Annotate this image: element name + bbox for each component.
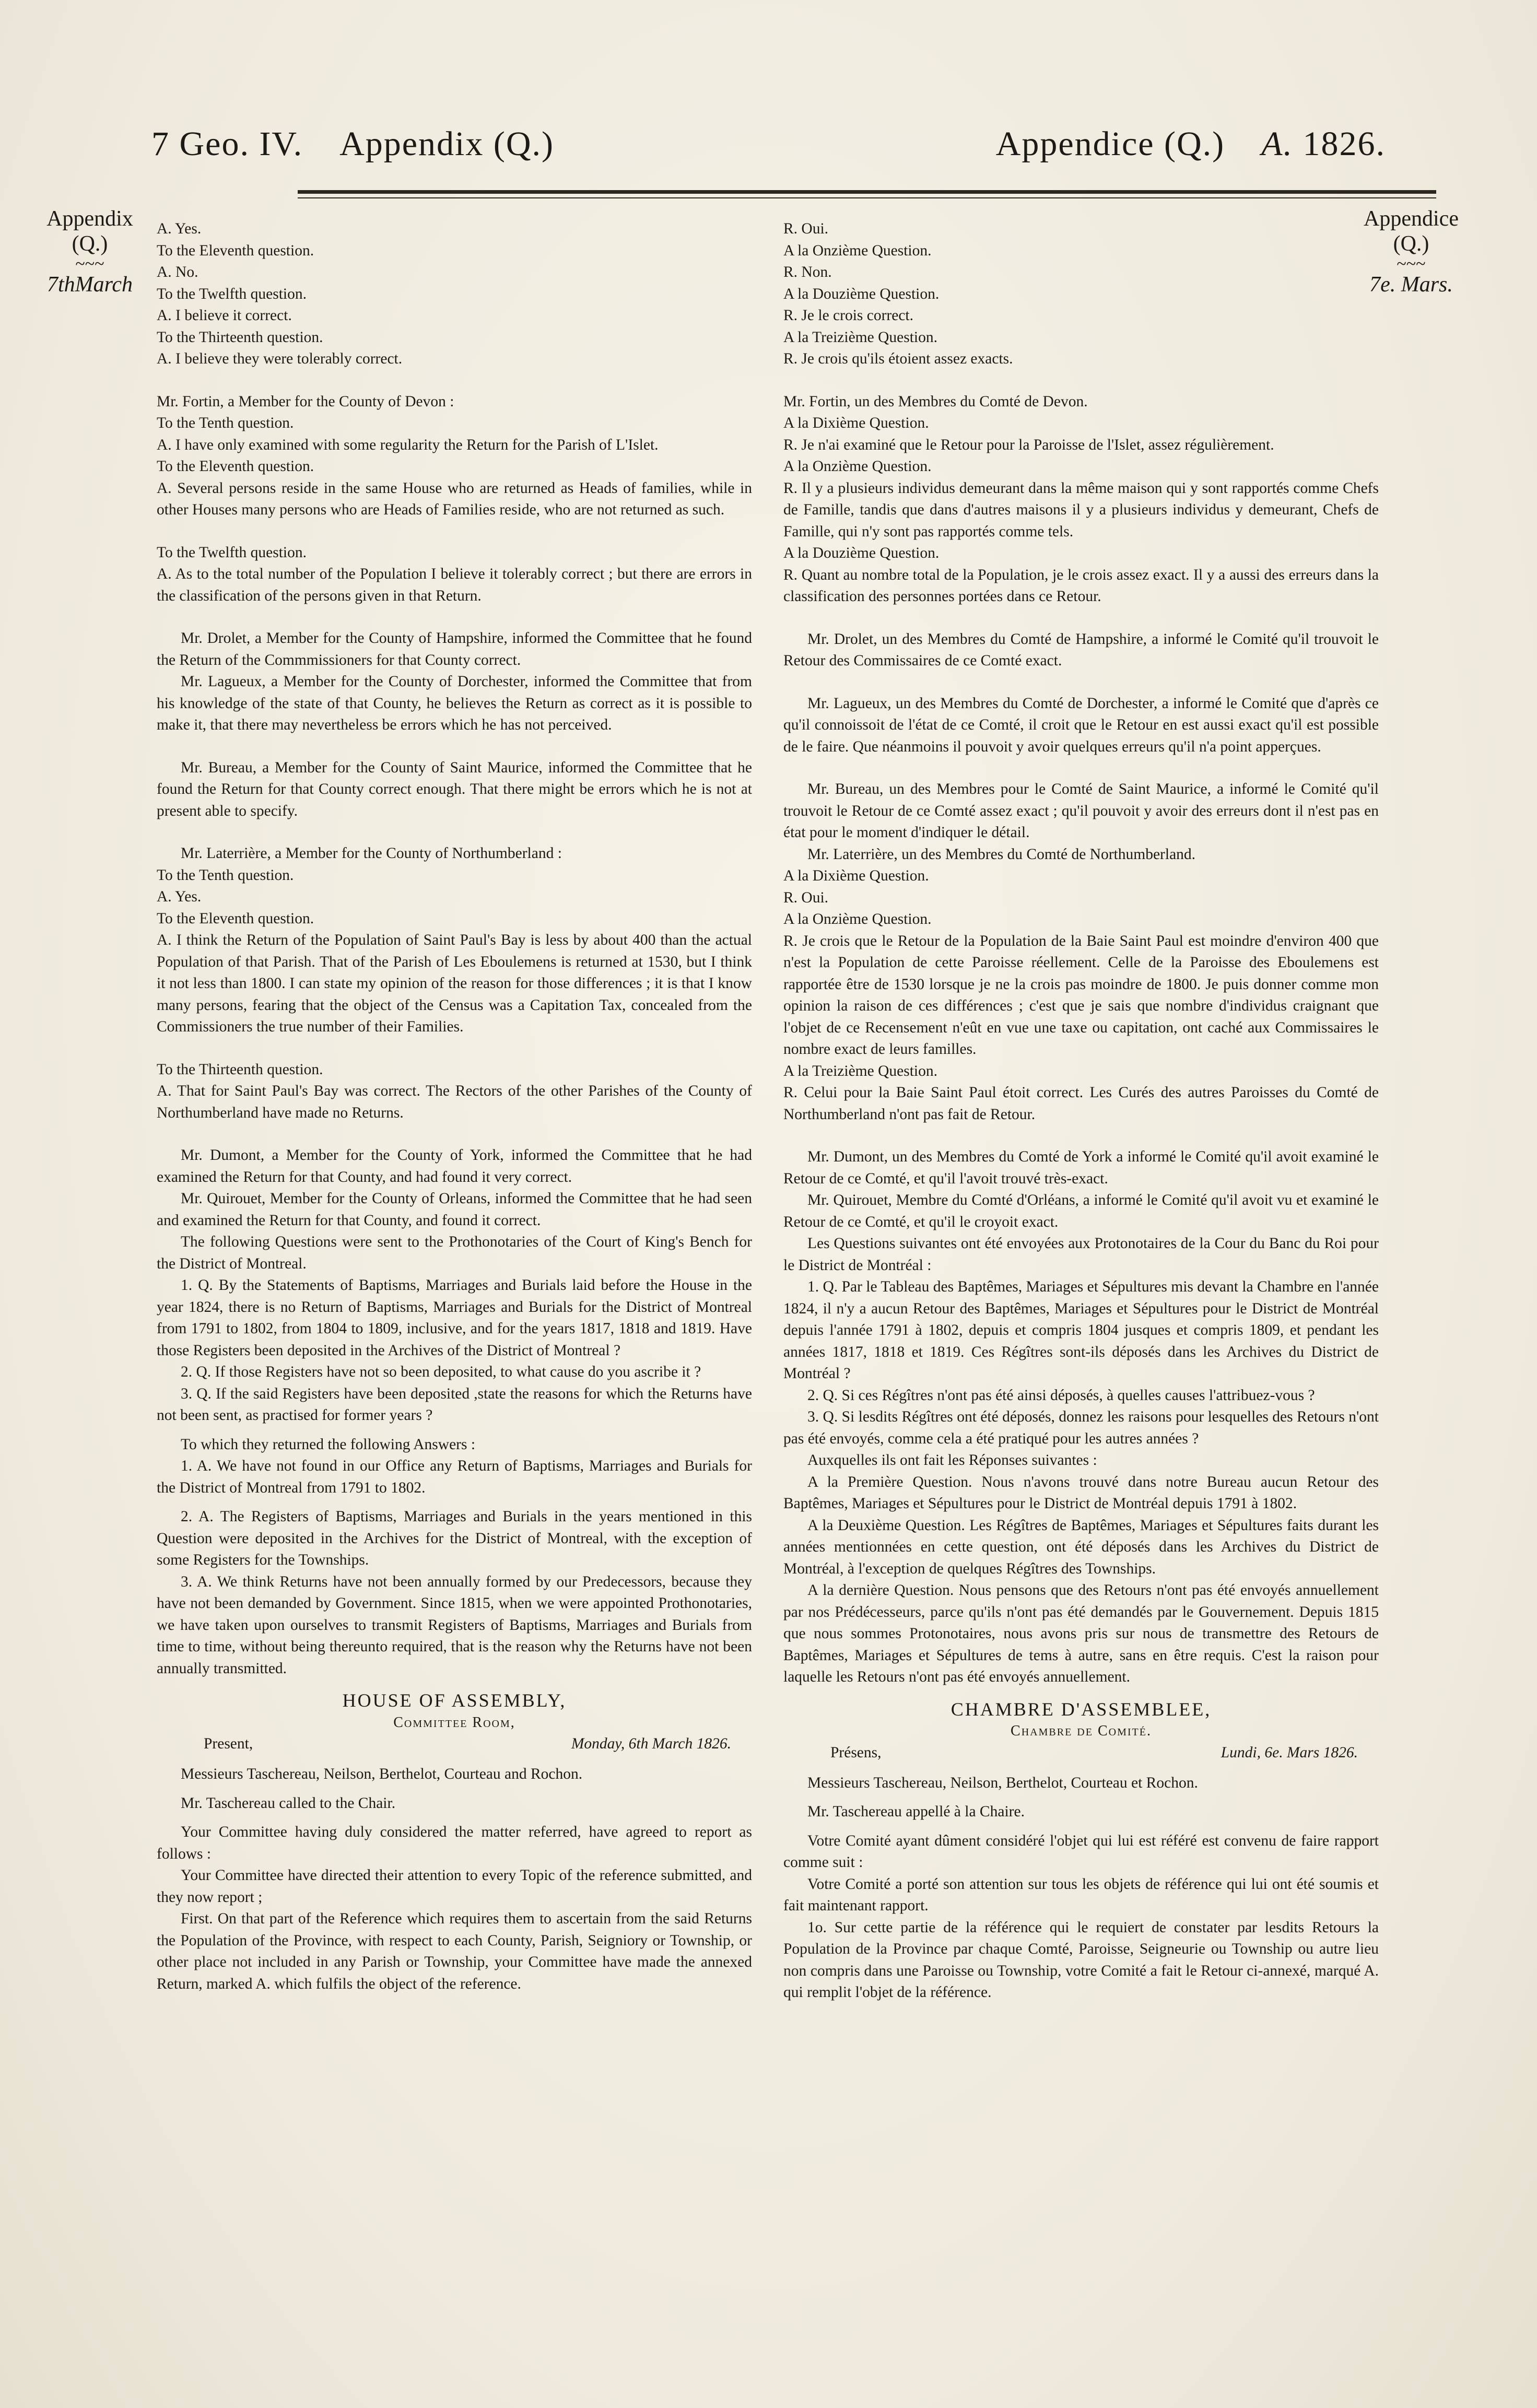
prothonotary-answer: 2. A. The Registers of Baptisms, Marriages and Burials in the years mentioned in this Question were deposited in the Archives for the District of Montreal, with the exception of some Registers for the Townships.: [157, 1508, 752, 1568]
question-heading: To the Eleventh question.: [157, 242, 314, 259]
paragraph: First. On that part of the Reference which requires them to ascertain from the said Returns the Population of the Province, with respect to each County, Parish, Seigniory or Township, or other place not included in any Parish or Township, your Committee have made the annexed Return, marked A. which fulfils the object of the reference.: [157, 1910, 752, 1992]
prothonotary-question: 3. Q. If the said Registers have been deposited ,state the reasons for which the Returns have not been sent, as practised for former years ?: [157, 1385, 752, 1424]
running-head: [151, 124, 1386, 171]
answer: A. No.: [157, 264, 198, 280]
answer: A. Yes.: [157, 220, 202, 237]
question-heading: To the Tenth question.: [157, 415, 294, 431]
appendix-title-en: Appendix (Q.): [339, 125, 555, 163]
paragraph: Your Committee having duly considered the matter referred, have agreed to report as follows :: [157, 1824, 752, 1862]
paragraph: Votre Comité ayant dûment considéré l'objet qui lui est référé est convenu de faire rapport comme suit :: [783, 1832, 1379, 1871]
margin-appendice-label: Appendice: [1364, 207, 1459, 231]
answer: A. I believe they were tolerably correct.: [157, 350, 403, 367]
appendix-title-fr: Appendice (Q.): [995, 125, 1225, 163]
paragraph: To which they returned the following Answers :: [181, 1436, 476, 1453]
margin-swash: ~~~: [75, 254, 104, 274]
prothonotary-answer: 3. A. We think Returns have not been annually formed by our Predecessors, because they have not been demanded by Government. Since 1815, when we were appointed Prothonotaries, we have taken upon ourselves to transmit Registers of Baptisms, Marriages and Burials from time to time, without being thereunto required, that is the reason why the Returns have not been annually transmitted.: [157, 1573, 752, 1677]
answer: A. Several persons reside in the same House who are returned as Heads of families, while in other Houses many persons who are Heads of Families reside, who are not returned as such.: [157, 479, 752, 518]
question-heading: To the Tenth question.: [157, 866, 294, 884]
member-statement: Mr. Drolet, a Member for the County of Hampshire, informed the Committee that he found the Return of the Commmissioners for that County correct.: [157, 630, 752, 668]
present-label: Présens,: [830, 1744, 882, 1761]
answer: R. Je le crois correct.: [783, 307, 914, 324]
margin-swash: ~~~: [1397, 254, 1426, 274]
question-heading: A la Douzième Question.: [783, 285, 940, 302]
meeting-date: Lundi, 6e. Mars 1826.: [1221, 1744, 1358, 1761]
french-column: [783, 218, 1379, 2004]
answer: A. That for Saint Paul's Bay was correct. The Rectors of the other Parishes of the County of Northumberland have made no Returns.: [157, 1083, 752, 1121]
answer: R. Non.: [783, 264, 832, 280]
regnal-year: 7 Geo. IV.: [151, 125, 303, 163]
running-head-left: [151, 124, 554, 164]
meeting-date: Monday, 6th March 1826.: [571, 1735, 731, 1752]
members-present: Messieurs Taschereau, Neilson, Berthelot, Courteau et Rochon.: [807, 1774, 1198, 1791]
answer: R. Oui.: [783, 220, 829, 237]
margin-appendix-letter: (Q.): [72, 232, 108, 256]
question-heading: A la Onzième Question.: [783, 458, 932, 475]
appendix-letter: A.: [1261, 125, 1293, 163]
answer: A. I believe it correct.: [157, 307, 292, 324]
answer: R. Je crois que le Retour de la Population de la Baie Saint Paul est moindre d'environ 400 que n'est la Population de cette Paroisse réellement. Celle de la Paroisse des Eboulemens est rapportée être de 1530 lorsque je ne la crois pas moindre de 1800. Je puis donner comme mon opinion la raison de ces différences ; c'est que je sais que nombre d'individus craignant que l'objet de ce Recensement n'eût en vue une taxe ou capitation, ont caché aux Commissaires le nombre exact de leurs familles.: [783, 932, 1379, 1058]
member-statement: Mr. Dumont, un des Membres du Comté de York a informé le Comité qu'il avoit examiné le Retour de ce Comté, et qu'il l'avoit trouvé très-exact.: [783, 1148, 1379, 1187]
question-heading: A la Onzième Question.: [783, 911, 932, 927]
answer: A. I have only examined with some regularity the Return for the Parish of L'Islet.: [157, 436, 659, 453]
prothonotary-answer: A la Deuxième Question. Les Régîtres de Baptêmes, Mariages et Sépultures faits durant les années mentionnées en cette question, ont été déposés dans les Archives du District de Montréal, à l'exception de quelques Régîtres des Townships.: [783, 1517, 1379, 1577]
committee-room-label: Committee Room,: [393, 1714, 515, 1731]
answer: R. Oui.: [783, 889, 829, 906]
question-heading: To the Eleventh question.: [157, 458, 314, 475]
margin-appendix-label: Appendix: [46, 207, 133, 231]
prothonotary-question: 2. Q. Si ces Régîtres n'ont pas été ainsi déposés, à quelles causes l'attribuez-vous ?: [807, 1387, 1315, 1404]
member-statement: Mr. Bureau, a Member for the County of Saint Maurice, informed the Committee that he found the Return for that County correct enough. That there might be errors which he is not at present able to specify.: [157, 759, 752, 819]
present-label: Present,: [204, 1735, 253, 1752]
running-head-right: [996, 124, 1386, 164]
member-statement: Mr. Quirouet, Membre du Comté d'Orléans, a informé le Comité qu'il avoit vu et examiné le Retour de ce Comté, et qu'il le croyoit exact.: [783, 1192, 1379, 1230]
member-statement: Mr. Lagueux, a Member for the County of Dorchester, informed the Committee that from his knowledge of the state of that County, he believes the Return as correct as it is possible to make it, that there may nevertheless be errors which he has not perceived.: [157, 673, 752, 733]
member-statement: Mr. Drolet, un des Membres du Comté de Hampshire, a informé le Comité qu'il trouvoit le Retour des Commissaires de ce Comté exact.: [783, 630, 1379, 669]
member-statement: Mr. Dumont, a Member for the County of York, informed the Committee that he had examined the Return for that County, and had found it very correct.: [157, 1147, 752, 1185]
member-statement: Mr. Fortin, un des Membres du Comté de Devon.: [783, 393, 1088, 410]
paragraph: The following Questions were sent to the Prothonotaries of the Court of King's Bench for the District of Montreal.: [157, 1234, 752, 1272]
paragraph: Votre Comité a porté son attention sur tous les objets de référence qui lui ont été soumis et fait maintenant rapport.: [783, 1875, 1379, 1914]
answer: A. I think the Return of the Population of Saint Paul's Bay is less by about 400 than the actual Population of that Parish. That of the Parish of Les Eboulemens is returned at 1530, but I think it not less than 1800. I can state my opinion of the reason for those differences ; it is that I know many persons, fearing that the object of the Census was a Capitation Tax, concealed from the Commissioners the true number of their Families.: [157, 932, 752, 1035]
chambre-comite-label: Chambre de Comité.: [1011, 1723, 1152, 1739]
prothonotary-question: 1. Q. Par le Tableau des Baptêmes, Mariages et Sépultures mis devant la Chambre en l'année 1824, il n'y a aucun Retour des Baptêmes, Mariages et Sépultures pour le District de Montréal depuis l'année 1791 à 1802, depuis et compris 1804 jusques et compris 1809, et pendant les années 1817, 1818 et 1819. Ces Régîtres sont-ils déposés dans les Archives du District de Montréal ?: [783, 1278, 1379, 1382]
question-heading: A la Dixième Question.: [783, 867, 929, 884]
answer: R. Je crois qu'ils étoient assez exacts.: [783, 350, 1013, 367]
member-statement: Mr. Laterrière, un des Membres du Comté de Northumberland.: [807, 845, 1196, 863]
question-heading: A la Onzième Question.: [783, 242, 932, 259]
answer: R. Il y a plusieurs individus demeurant dans la même maison qui y sont rapportés comme Chefs de Famille, tandis que dans d'autres maisons il y a plusieurs individus y demeurant, Chefs de Famille, qui n'y sont pas rapportés comme tels.: [783, 479, 1379, 540]
member-statement: Mr. Quirouet, Member for the County of Orleans, informed the Committee that he had seen and examined the Return for that County, and found it correct.: [157, 1190, 752, 1229]
prothonotary-answer: A la dernière Question. Nous pensons que des Retours n'ont pas été envoyés annuellement par nos Prédécesseurs, parce qu'ils n'ont pas été demandés par le Gouvernement. Depuis 1815 que nous sommes Protonotaires, nous avons pris sur nous de transmettre des Retours de Baptêmes, Mariages et Sépultures de tems à autre, sans en être requis. C'est la raison pour laquelle les Retours n'ont pas été envoyés annuellement.: [783, 1582, 1379, 1685]
member-statement: Mr. Bureau, un des Membres pour le Comté de Saint Maurice, a informé le Comité qu'il trouvoit le Retour de ce Comté assez exact ; qu'il pouvoit y avoir des erreurs dont il n'est pas en état pour le moment d'indiquer le détail.: [783, 781, 1379, 841]
margin-appendice-letter: (Q.): [1393, 232, 1429, 256]
prothonotary-question: 2. Q. If those Registers have not so been deposited, to what cause do you ascribe it ?: [181, 1364, 701, 1380]
question-heading: To the Twelfth question.: [157, 544, 307, 561]
margin-date: 7thMarch: [46, 273, 133, 297]
question-heading: A la Treizième Question.: [783, 1062, 937, 1079]
chair-statement: Mr. Taschereau appellé à la Chaire.: [807, 1803, 1025, 1820]
page-year: 1826.: [1303, 125, 1386, 163]
question-heading: A la Douzième Question.: [783, 545, 940, 561]
paragraph: Your Committee have directed their attention to every Topic of the reference submitted, and they now report ;: [157, 1867, 752, 1906]
paragraph: Les Questions suivantes ont été envoyées aux Protonotaires de la Cour du Banc du Roi pour le District de Montréal :: [783, 1235, 1379, 1274]
answer: R. Celui pour la Baie Saint Paul étoit correct. Les Curés des autres Paroisses du Comté de Northumberland n'ont pas fait de Retour.: [783, 1084, 1379, 1123]
prothonotary-answer: 1. A. We have not found in our Office any Return of Baptisms, Marriages and Burials for the District of Montreal from 1791 to 1802.: [157, 1458, 752, 1496]
member-statement: Mr. Lagueux, un des Membres du Comté de Dorchester, a informé le Comité que d'après ce qu'il connoissoit de l'état de ce Comté, il croit que le Retour en est aussi exact qu'il est possible de le faire. Que néanmoins il pouvoit y avoir quelques erreurs qu'il n'a point apperçues.: [783, 695, 1379, 755]
question-heading: To the Eleventh question.: [157, 910, 314, 927]
question-heading: A la Dixième Question.: [783, 415, 929, 431]
member-statement: Mr. Laterrière, a Member for the County of Northumberland :: [181, 845, 562, 862]
header-rule-thin: [298, 197, 1436, 198]
question-heading: To the Thirteenth question.: [157, 328, 323, 346]
question-heading: To the Twelfth question.: [157, 285, 307, 302]
prothonotary-answer: A la Première Question. Nous n'avons trouvé dans notre Bureau aucun Retour des Baptêmes, Mariages et Sépultures pour le District de Montréal depuis 1791 à 1802.: [783, 1473, 1379, 1512]
paragraph: 1o. Sur cette partie de la référence qui le requiert de constater par lesdits Retours la Population de la Province par chaque Comté, Paroisse, Seigneurie ou Township ou autre lieu non compris dans une Paroisse ou Township, votre Comité a fait le Retour ci-annexé, marqué A. qui remplit l'objet de la référence.: [783, 1919, 1379, 2001]
prothonotary-question: 3. Q. Si lesdits Régîtres ont été déposés, donnez les raisons pour lesquelles des Retours n'ont pas été envoyés, comme cela a été pratiqué pour les autres années ?: [783, 1408, 1379, 1447]
question-heading: A la Treizième Question.: [783, 328, 937, 346]
answer: A. Yes.: [157, 888, 202, 905]
present-line: [783, 1742, 1379, 1765]
margin-note-left: [32, 206, 147, 297]
member-statement: Mr. Fortin, a Member for the County of Devon :: [157, 393, 454, 410]
chambre-assemblee-heading: CHAMBRE D'ASSEMBLEE,: [951, 1698, 1212, 1720]
margin-date: 7e. Mars.: [1369, 273, 1453, 297]
present-line: [157, 1733, 752, 1756]
english-column: [157, 218, 752, 1995]
header-rule: [298, 190, 1436, 194]
house-of-assembly-heading: HOUSE OF ASSEMBLY,: [342, 1690, 567, 1711]
chair-statement: Mr. Taschereau called to the Chair.: [181, 1794, 396, 1812]
members-present: Messieurs Taschereau, Neilson, Berthelot, Courteau and Rochon.: [181, 1766, 583, 1782]
answer: R. Je n'ai examiné que le Retour pour la Paroisse de l'Islet, assez régulièrement.: [783, 436, 1274, 453]
answer: R. Quant au nombre total de la Population, je le crois assez exact. Il y a aussi des erreurs dans la classification des personnes portées dans ce Retour.: [783, 566, 1379, 605]
prothonotary-question: 1. Q. By the Statements of Baptisms, Marriages and Burials laid before the House in the year 1824, there is no Return of Baptisms, Marriages and Burials for the District of Montreal from 1791 to 1802, from 1804 to 1809, inclusive, and for the years 1817, 1818 and 1819. Have those Registers been deposited in the Archives of the District of Montreal ?: [157, 1277, 752, 1359]
paragraph: Auxquelles ils ont fait les Réponses suivantes :: [807, 1452, 1097, 1469]
question-heading: To the Thirteenth question.: [157, 1061, 323, 1078]
answer: A. As to the total number of the Population I believe it tolerably correct ; but there are errors in the classification of the persons given in that Return.: [157, 566, 752, 604]
